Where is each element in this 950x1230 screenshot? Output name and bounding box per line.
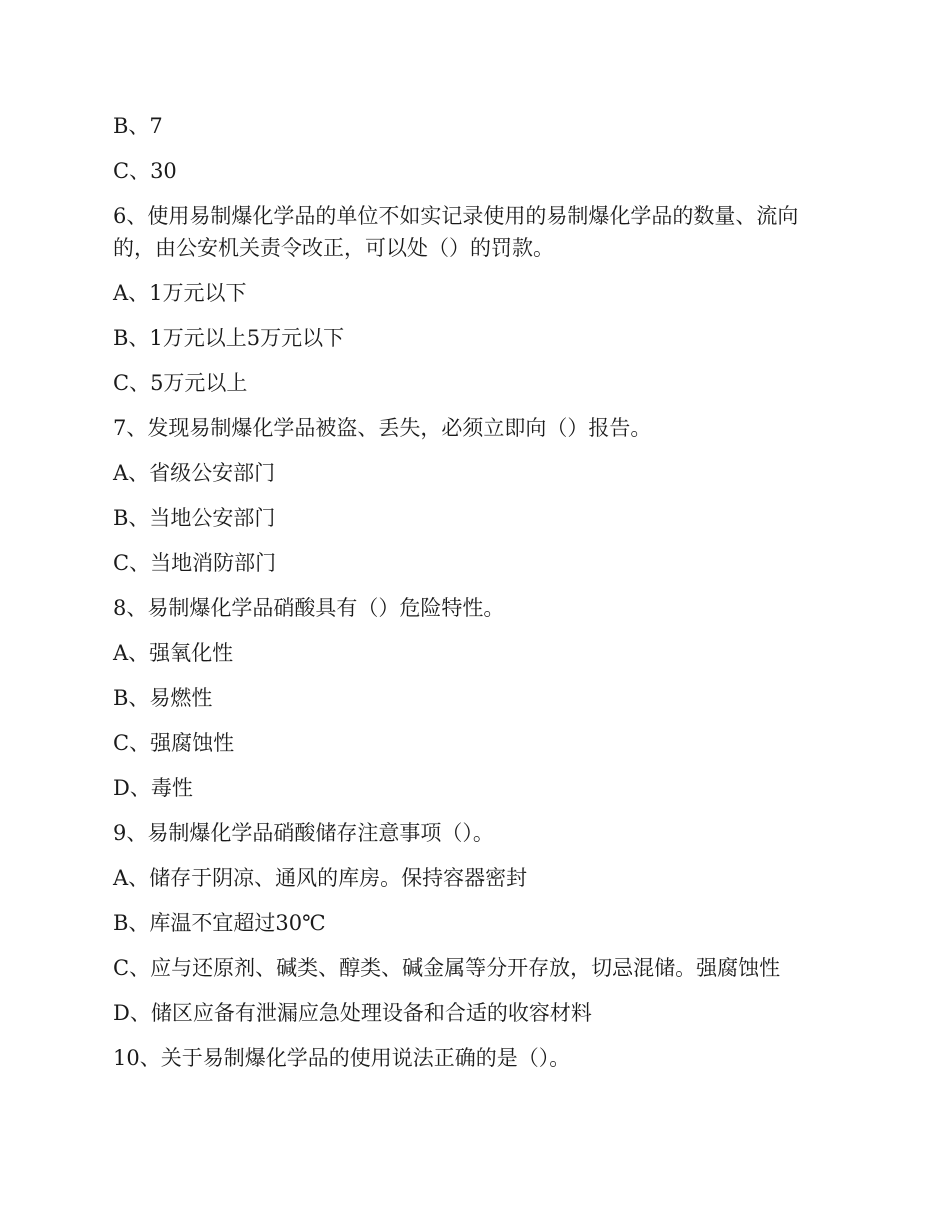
option-line: A、储存于阴凉、通风的库房。保持容器密封 [113,866,528,890]
option-line: B、库温不宜超过30℃ [113,911,326,935]
option-line: C、5万元以上 [113,371,248,395]
option-line: C、当地消防部门 [113,551,277,575]
question-line: 6、使用易制爆化学品的单位不如实记录使用的易制爆化学品的数量、流向的，由公安机关责令改正，可以处（）的罚款。 [113,204,799,260]
question-line: 10、关于易制爆化学品的使用说法正确的是（）。 [113,1046,571,1070]
option-line: D、毒性 [113,776,193,800]
option-line: C、应与还原剂、碱类、醇类、碱金属等分开存放，切忌混储。强腐蚀性 [113,956,781,980]
question-line: 8、易制爆化学品硝酸具有（）危险特性。 [113,596,505,620]
option-line: B、易燃性 [113,686,213,710]
document-body [113,110,833,1087]
option-line: A、强氧化性 [113,641,234,665]
option-line: A、省级公安部门 [113,461,276,485]
question-line: 9、易制爆化学品硝酸储存注意事项（）。 [113,821,494,845]
option-line: C、强腐蚀性 [113,731,235,755]
option-line: B、7 [113,114,163,138]
option-line: B、当地公安部门 [113,506,276,530]
option-line: D、储区应备有泄漏应急处理设备和合适的收容材料 [113,1001,592,1025]
question-line: 7、发现易制爆化学品被盗、丢失，必须立即向（）报告。 [113,416,652,440]
option-line: B、1万元以上5万元以下 [113,326,345,350]
option-line: C、30 [113,159,177,183]
option-line: A、1万元以下 [113,281,247,305]
